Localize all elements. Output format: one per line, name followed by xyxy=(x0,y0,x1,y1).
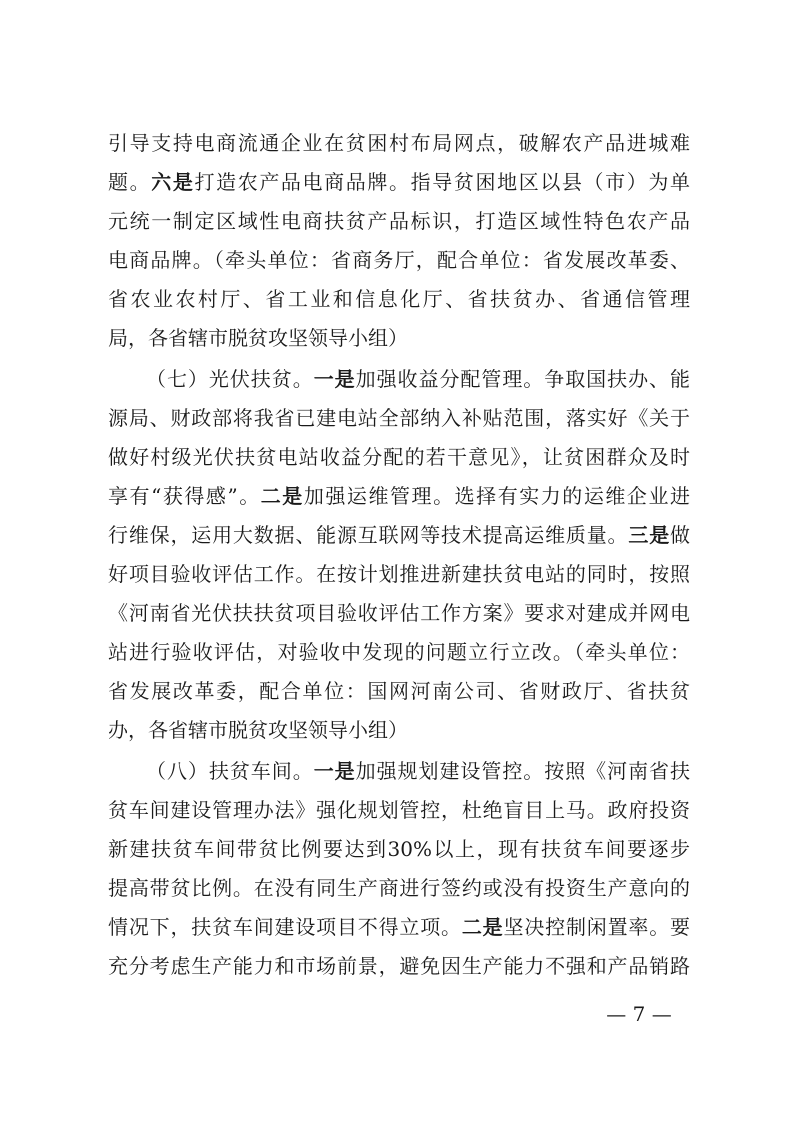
text-line xyxy=(108,954,690,978)
text-run: 贫车间建设管理办法》强化规划管控，杜绝盲目上马。政府投资 xyxy=(108,798,690,822)
text-line xyxy=(108,445,690,469)
text-run: 省发展改革委，配合单位：国网河南公司、省财政厅、省扶贫 xyxy=(108,679,690,703)
bold-run: 二是 xyxy=(260,484,304,508)
bold-run: 三是 xyxy=(628,523,671,547)
text-run: 题。 xyxy=(108,170,152,194)
text-line xyxy=(108,640,690,664)
text-run: 元统一制定区域性电商扶贫产品标识，打造区域性特色农产品 xyxy=(108,209,690,233)
text-run: 加强收益分配管理。争取国扶办、能 xyxy=(355,367,691,391)
text-run: 源局、财政部将我省已建电站全部纳入补贴范围，落实好《关于 xyxy=(108,406,690,430)
bold-run: 二是 xyxy=(461,915,504,939)
text-line xyxy=(108,601,690,625)
text-line xyxy=(108,562,690,586)
text-run: 电商品牌。（牵头单位：省商务厅，配合单位：省发展改革委、 xyxy=(108,248,690,272)
text-run: 坚决控制闲置率。要 xyxy=(503,915,691,939)
text-line xyxy=(108,679,690,703)
text-line xyxy=(108,798,690,822)
text-run: 《河南省光伏扶扶贫项目验收评估工作方案》要求对建成并网电 xyxy=(108,601,690,625)
bold-run: 一是 xyxy=(313,759,356,783)
text-line xyxy=(108,484,690,508)
text-run: 打造农产品电商品牌。指导贫困地区以县（市）为单 xyxy=(194,170,691,194)
text-line xyxy=(108,406,690,430)
text-run: 好项目验收评估工作。在按计划推进新建扶贫电站的同时，按照 xyxy=(108,562,690,586)
text-run: 省农业农村厅、省工业和信息化厅、省扶贫办、省通信管理 xyxy=(108,287,690,311)
text-run: 加强运维管理。选择有实力的运维企业进 xyxy=(303,484,691,508)
text-run: 提高带贫比例。在没有同生产商进行签约或没有投资生产意向的 xyxy=(108,876,690,900)
text-run: 充分考虑生产能力和市场前景，避免因生产能力不强和产品销路 xyxy=(108,954,690,978)
text-run: 做好村级光伏扶贫电站收益分配的若干意见》，让贫困群众及时 xyxy=(108,445,690,469)
bold-run: 六是 xyxy=(151,170,195,194)
text-line xyxy=(108,170,690,194)
text-run: 行维保，运用大数据、能源互联网等技术提高运维质量。 xyxy=(108,523,629,547)
text-line xyxy=(108,718,690,742)
text-run: 站进行验收评估，对验收中发现的问题立行立改。（牵头单位： xyxy=(108,640,690,664)
text-line xyxy=(108,248,690,272)
text-run: （八）扶贫车间。 xyxy=(146,759,314,783)
text-run: 引导支持电商流通企业在贫困村布局网点，破解农产品进城难 xyxy=(108,131,690,155)
text-line xyxy=(108,837,690,861)
text-line xyxy=(108,287,690,311)
text-run: 情况下，扶贫车间建设项目不得立项。 xyxy=(108,915,462,939)
page-number: — 7 — xyxy=(606,1002,672,1026)
text-run: （七）光伏扶贫。 xyxy=(146,367,314,391)
text-line xyxy=(146,759,690,783)
text-line xyxy=(108,523,690,547)
text-run: 办，各省辖市脱贫攻坚领导小组） xyxy=(108,718,408,742)
text-line xyxy=(108,876,690,900)
text-run: 做 xyxy=(670,523,691,547)
text-line xyxy=(108,209,690,233)
text-line xyxy=(108,131,690,155)
text-run: 加强规划建设管控。按照《河南省扶 xyxy=(355,759,691,783)
text-line xyxy=(146,367,690,391)
text-line xyxy=(108,326,690,350)
text-line xyxy=(108,915,690,939)
text-run: 局，各省辖市脱贫攻坚领导小组） xyxy=(108,326,408,350)
text-run: 新建扶贫车间带贫比例要达到30%以上，现有扶贫车间要逐步 xyxy=(108,837,690,861)
bold-run: 一是 xyxy=(313,367,356,391)
text-run: 享有“获得感”。 xyxy=(108,484,261,508)
